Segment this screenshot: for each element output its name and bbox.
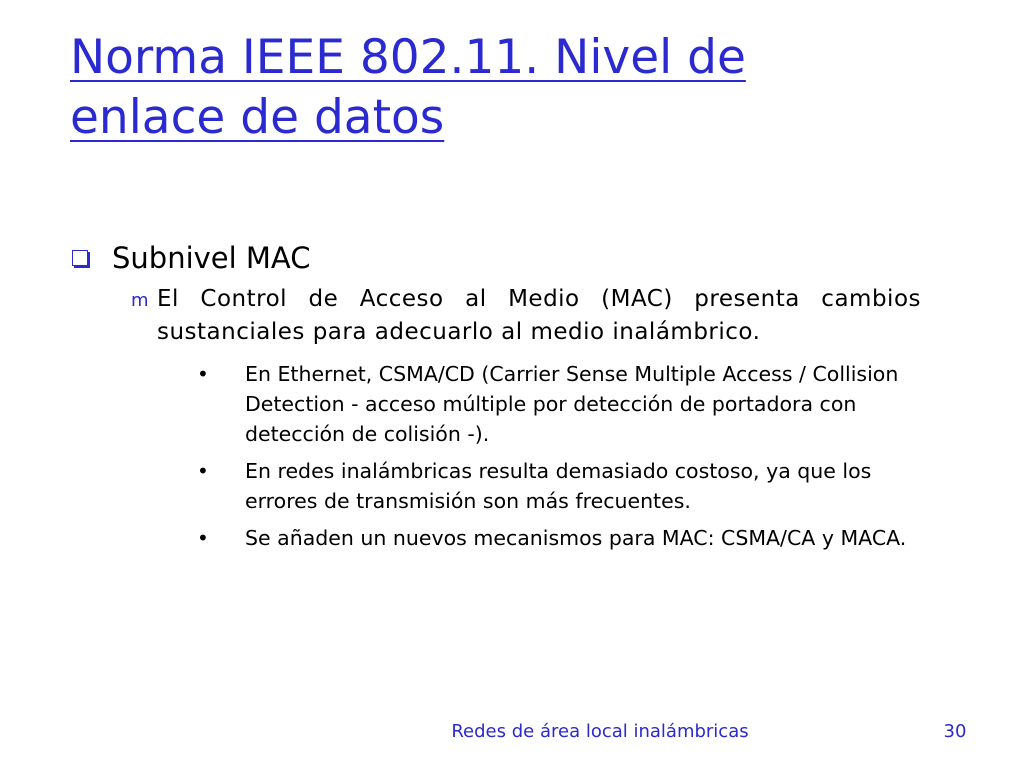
level1-item [72, 237, 932, 279]
level3-list [197, 359, 917, 560]
list-item [197, 456, 917, 516]
level1-bullet-block [72, 237, 932, 279]
level2-text: El Control de Acceso al Medio (MAC) presenta cambios sustanciales para adecuarlo al medio inalámbrico. [157, 286, 921, 345]
level2-item [131, 283, 921, 349]
list-item-text: En redes inalámbricas resulta demasiado costoso, ya que los errores de transmisión son más frecuentes. [245, 459, 872, 513]
dot-bullet-icon: • [197, 526, 209, 550]
list-item-text: Se añaden un nuevos mecanismos para MAC: CSMA/CA y MACA. [245, 526, 907, 550]
footer-title: Redes de área local inalámbricas [451, 721, 749, 742]
list-item [197, 523, 917, 553]
circle-bullet-icon: m [131, 290, 149, 311]
list-item [197, 359, 917, 449]
dot-bullet-icon: • [197, 362, 209, 386]
square-bullet-icon [72, 250, 88, 266]
list-item-text: En Ethernet, CSMA/CD (Carrier Sense Multiple Access / Collision Detection - acceso múltiple por detección de portadora con detección de colisión -). [245, 362, 899, 446]
slide-title: Norma IEEE 802.11. Nivel de enlace de datos [70, 30, 746, 145]
dot-bullet-icon: • [197, 459, 209, 483]
level1-text: Subnivel MAC [112, 241, 311, 275]
page-number: 30 [943, 721, 967, 742]
